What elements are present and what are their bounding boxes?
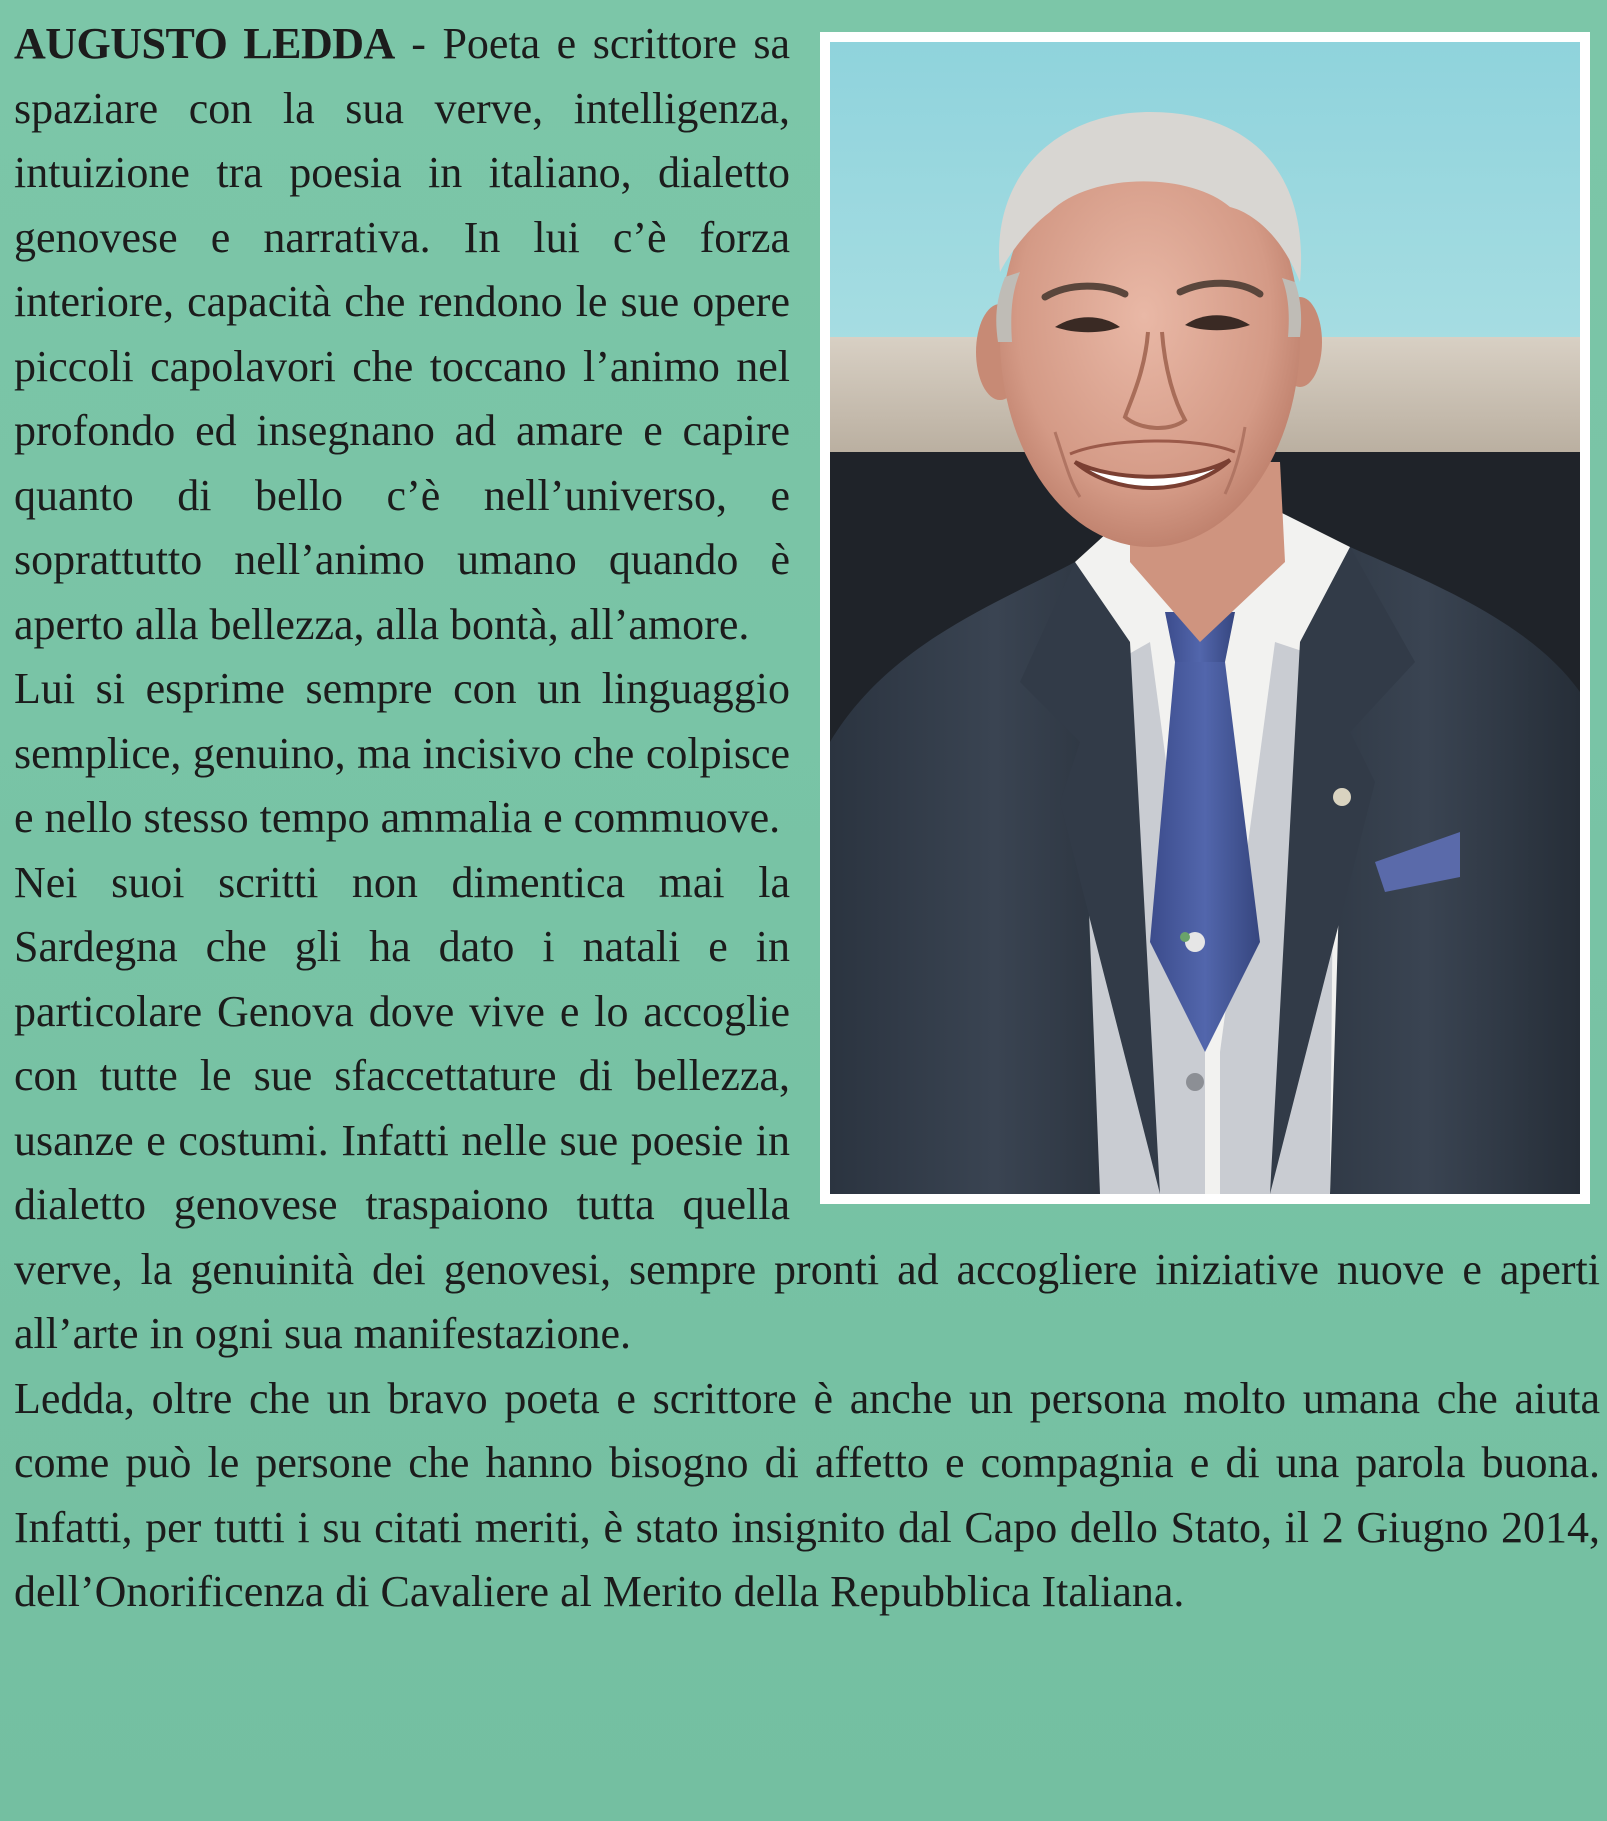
intro-text: - Poeta e scrittore sa spaziare con la sua verve, intelligenza, intuizione tra poesia in italiano, dialetto genovese e narrativa. In lui c’è forza interiore, capacità che rendono le sue opere piccoli capolavori che toccano l’animo nel profondo ed insegnano ad amare e capire quanto di bello c’è nell’universo, e soprattutto nell’animo umano quando è aperto alla bellezza, alla bontà, all’amore. [14,19,790,649]
article-body [14,12,1600,1625]
author-portrait [820,32,1590,1204]
portrait-illustration [830,42,1580,1194]
paragraph-language: Lui si esprime sempre con un linguaggio semplice, genuino, ma incisivo che colpisce e nello stesso tempo ammalia e commuove. [14,664,790,842]
author-name: AUGUSTO LEDDA [14,19,395,68]
paragraph-sardinia-genoa: Nei suoi scritti non dimentica mai la Sardegna che gli ha dato i natali e in particolare Genova dove vive e lo accoglie con tutte le sue sfaccettature di bellezza, usanze e costumi. Infatti nelle sue poesie in dialetto genovese traspaiono tutta quella verve, la genuinità dei genovesi, sempre pronti ad accogliere iniziative nuove e aperti all’arte in ogni sua manifestazione. [14,857,1600,1358]
paragraph-honor: Ledda, oltre che un bravo poeta e scrittore è anche un persona molto umana che aiuta come può le persone che hanno bisogno di affetto e compagnia e di una parola buona. Infatti, per tutti i su citati meriti, è stato insignito dal Capo dello Stato, il 2 Giugno 2014, dell’Onorificenza di Cavaliere al Merito della Repubblica Italiana. [14,1373,1600,1616]
portrait-frame [820,22,1600,1212]
